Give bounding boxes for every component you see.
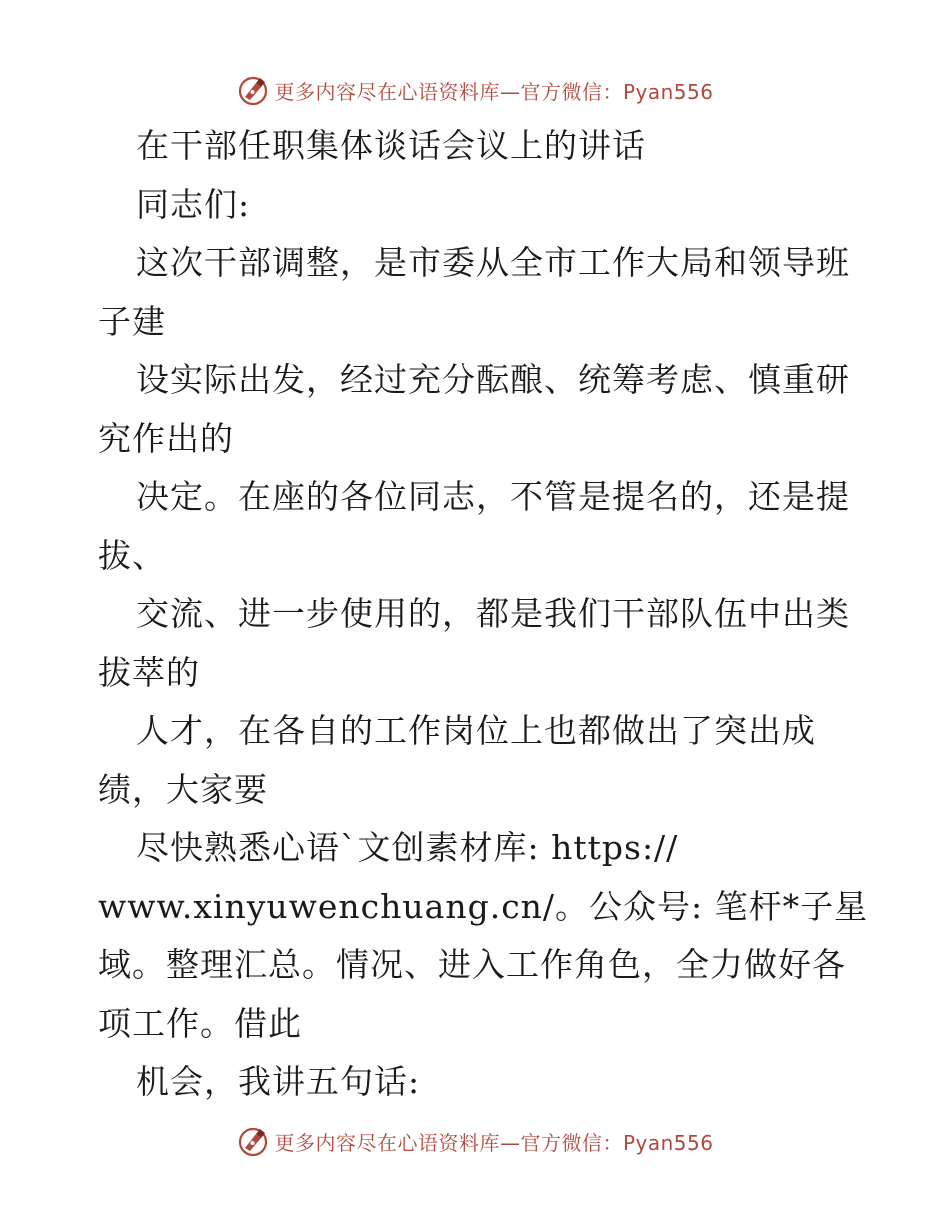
text-line: 这次干部调整，是市委从全市工作大局和领导班: [136, 243, 850, 282]
text-line: 子建: [98, 301, 166, 341]
footer-watermark: [0, 1121, 950, 1161]
watermark-text: 更多内容尽在心语资料库—官方微信：Pyan556: [274, 79, 714, 104]
text-line: 交流、进一步使用的，都是我们干部队伍中出类: [136, 594, 850, 633]
text-line: 拔、: [98, 535, 166, 575]
text-line: 域。整理汇总。情况、进入工作角色，全力做好各: [98, 945, 846, 984]
text-line: 决定。在座的各位同志，不管是提名的，还是提: [136, 477, 850, 516]
text-line: 究作出的: [98, 418, 234, 458]
text-line: 机会，我讲五句话:: [136, 1062, 421, 1101]
watermark-text: 更多内容尽在心语资料库—官方微信：Pyan556: [274, 1130, 714, 1155]
header-watermark: [0, 70, 950, 110]
text-line: 绩，大家要: [98, 769, 268, 809]
pen-nib-logo-icon: [236, 73, 270, 107]
text-line: www.xinyuwenchuang.cn/。公众号: 笔杆*子星: [98, 886, 869, 926]
text-line: 项工作。借此: [98, 1003, 302, 1043]
document-title: 在干部任职集体谈话会议上的讲话: [136, 126, 646, 165]
text-line: 尽快熟悉心语`文创素材库: https://: [136, 828, 679, 867]
text-line: 人才，在各自的工作岗位上也都做出了突出成: [136, 711, 816, 750]
pen-nib-logo-icon: [236, 1124, 270, 1158]
text-line: 同志们:: [136, 184, 251, 224]
text-line: 拔萃的: [98, 652, 200, 692]
document-body: [98, 117, 869, 1112]
text-line: 设实际出发，经过充分酝酿、统筹考虑、慎重研: [136, 360, 850, 399]
paragraph-lines: [98, 176, 869, 1112]
